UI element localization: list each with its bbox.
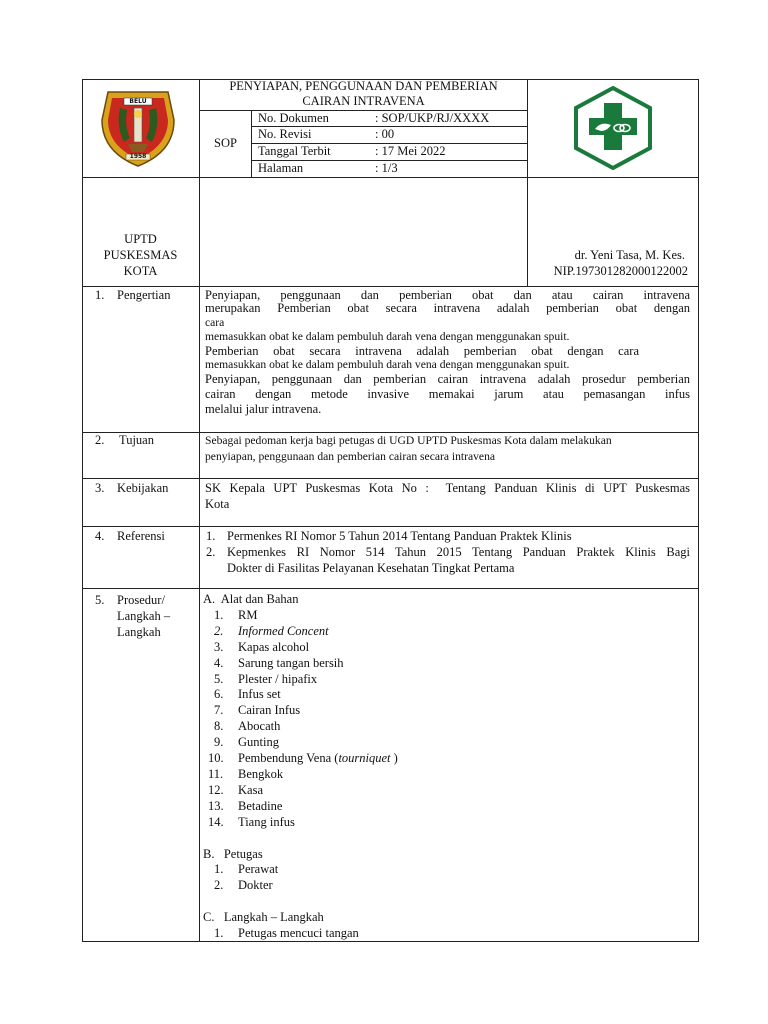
divider xyxy=(527,79,528,286)
reference-text: Dokter di Fasilitas Pelayanan Kesehatan Tingkat Pertama xyxy=(227,561,515,575)
section-label: Langkah – xyxy=(117,609,171,623)
pengertian-text: memasukkan obat ke dalam pembuluh darah vena dengan menggunakan spuit. xyxy=(205,358,570,371)
reference-text: Permenkes RI Nomor 5 Tahun 2014 Tentang Panduan Praktek Klinis xyxy=(227,529,572,543)
divider xyxy=(82,588,699,589)
list-item: 1. Perawat xyxy=(214,862,279,876)
list-item: 10. Pembendung Vena (tourniquet ) xyxy=(208,751,398,766)
meta-label: No. Revisi xyxy=(258,127,312,141)
list-item: 11. Bengkok xyxy=(208,766,284,781)
divider xyxy=(82,526,699,527)
pengertian-text: melalui jalur intravena. xyxy=(205,402,322,416)
divider xyxy=(82,432,699,433)
puskesmas-logo xyxy=(571,85,655,171)
divider xyxy=(199,79,200,942)
list-item: 14. Tiang infus xyxy=(208,814,295,829)
logo-year: 1958 xyxy=(129,153,147,160)
list-item: 9. Gunting xyxy=(214,735,279,750)
sop-document xyxy=(82,79,699,942)
section-label: Prosedur/ xyxy=(117,593,165,607)
section-number: 3. xyxy=(95,481,105,495)
list-item: 1. Petugas mencuci tangan xyxy=(214,926,359,940)
subsection-title: C. Langkah – Langkah xyxy=(203,910,324,924)
tourniquet-term: tourniquet xyxy=(338,751,391,766)
meta-label: No. Dokumen xyxy=(258,111,329,125)
pengertian-text: Penyiapan, penggunaan dan pemberian obat dan atau cairan intravena xyxy=(205,288,690,302)
sop-label: SOP xyxy=(214,136,237,150)
regency-logo xyxy=(94,86,182,170)
section-label: Tujuan xyxy=(119,433,154,447)
signer-nip: NIP.197301282000122002 xyxy=(553,264,688,278)
logo-text: BELU xyxy=(129,98,147,105)
section-number: 1. xyxy=(95,288,105,302)
org-name-line2: PUSKESMAS xyxy=(103,248,178,262)
list-item: 7. Cairan Infus xyxy=(214,703,301,718)
section-label: Pengertian xyxy=(117,288,171,302)
reference-number: 1. xyxy=(206,529,216,543)
reference-text: Kepmenkes RI Nomor 514 Tahun 2015 Tentang Panduan Praktek Klinis Bagi xyxy=(227,545,690,559)
meta-value: : 1/3 xyxy=(375,161,398,175)
subsection-title: B. Petugas xyxy=(203,847,263,861)
document-title-line2: CAIRAN INTRAVENA xyxy=(302,94,425,108)
subsection-title: A. Alat dan Bahan xyxy=(203,592,299,606)
kebijakan-text: SK Kepala UPT Puskesmas Kota No : Tentang Panduan Klinis di UPT Puskesmas xyxy=(205,481,690,495)
divider xyxy=(82,478,699,479)
reference-number: 2. xyxy=(206,545,216,559)
signer-name: dr. Yeni Tasa, M. Kes. xyxy=(574,248,685,262)
kebijakan-text: Kota xyxy=(205,497,230,511)
list-item: 12. Kasa xyxy=(208,782,263,797)
meta-value: : 00 xyxy=(375,127,395,141)
meta-label: Halaman xyxy=(258,161,304,175)
section-number: 5. xyxy=(95,593,105,607)
list-item: 5. Plester / hipafix xyxy=(214,671,318,686)
org-name-line3: KOTA xyxy=(123,264,158,278)
section-label: Kebijakan xyxy=(117,481,169,495)
equipment-list xyxy=(206,608,686,830)
divider xyxy=(82,286,699,287)
pengertian-text: cara xyxy=(205,316,225,329)
list-item: 4. Sarung tangan bersih xyxy=(214,655,344,670)
pengertian-text: memasukkan obat ke dalam pembuluh darah vena dengan menggunakan spuit. xyxy=(205,330,570,343)
tujuan-text: penyiapan, penggunaan dan pemberian cairan secara intravena xyxy=(205,450,496,463)
tujuan-text: Sebagai pedoman kerja bagi petugas di UGD UPTD Puskesmas Kota dalam melakukan xyxy=(205,434,612,447)
list-item: 13. Betadine xyxy=(208,798,283,813)
pengertian-text: Penyiapan, penggunaan dan pemberian cairan intravena adalah prosedur pemberian xyxy=(205,372,690,386)
section-label: Referensi xyxy=(117,529,165,543)
pengertian-text: cairan dengan metode invasive memakai jarum atau pemasangan infus xyxy=(205,387,690,401)
pengertian-text: Pemberian obat secara intravena adalah pemberian obat dengan cara xyxy=(205,344,639,358)
list-item: 3. Kapas alcohol xyxy=(214,639,310,654)
list-item: 6. Infus set xyxy=(214,687,281,702)
list-item: 1. RM xyxy=(214,608,258,622)
list-item: 2. Dokter xyxy=(214,877,273,892)
list-item: 2. Informed Concent xyxy=(214,623,329,638)
section-number: 4. xyxy=(95,529,105,543)
section-label: Langkah xyxy=(117,625,161,639)
meta-value: : 17 Mei 2022 xyxy=(375,144,446,158)
meta-label: Tanggal Terbit xyxy=(258,144,331,158)
org-name-line1: UPTD xyxy=(124,232,157,246)
divider xyxy=(82,177,699,178)
meta-value: : SOP/UKP/RJ/XXXX xyxy=(375,111,490,125)
document-title-line1: PENYIAPAN, PENGGUNAAN DAN PEMBERIAN xyxy=(229,79,498,93)
staff-list xyxy=(206,862,686,894)
section-number: 2. xyxy=(95,433,105,447)
steps-list xyxy=(206,926,686,942)
list-item: 8. Abocath xyxy=(214,719,281,734)
pengertian-text: merupakan Pemberian obat secara intravena adalah pemberian obat dengan xyxy=(205,301,690,315)
